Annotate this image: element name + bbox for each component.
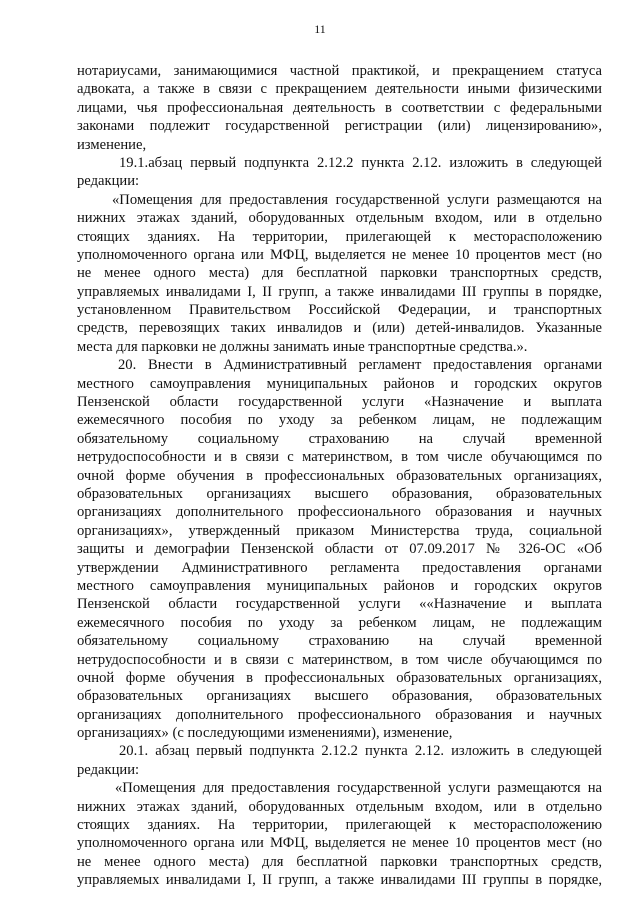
- text-line: «Помещения для предоставления государственной услуги размещаются на: [112, 191, 602, 208]
- text-line: нижних этажах зданий, оборудованных отдельным входом, или в отдельно: [77, 210, 602, 227]
- text-line: местного самоуправления муниципальных районов и городских округов: [77, 375, 602, 392]
- text-line: места для парковки не должны занимать иные транспортные средства.».: [77, 338, 528, 355]
- text-line: обязательному социальному страхованию на случай временной: [77, 430, 602, 447]
- text-line: образовательных организациях высшего образования, образовательных: [77, 688, 602, 705]
- text-line: организациях дополнительного профессионального образования и научных: [77, 706, 602, 723]
- text-line: организациях дополнительного профессионального образования и научных: [77, 504, 602, 521]
- text-line: изменение,: [77, 136, 147, 153]
- page-number: 11: [314, 22, 326, 36]
- text-line: Пензенской области государственной услуги «Назначение и выплата: [77, 394, 602, 411]
- text-line: защиты и демографии Пензенской области от 07.09.2017 № 326-ОС «Об: [77, 541, 602, 558]
- text-line: очной форме обучения в профессиональных образовательных организациях,: [77, 669, 602, 686]
- text-line: обязательному социальному страхованию на случай временной: [77, 633, 602, 650]
- text-line: очной форме обучения в профессиональных образовательных организациях,: [77, 467, 602, 484]
- text-line: утверждении Административного регламента предоставления органами: [77, 559, 602, 576]
- text-line: организациях», утвержденный приказом Министерства труда, социальной: [77, 522, 602, 539]
- text-line: ежемесячного пособия по уходу за ребенком лицам, не подлежащим: [77, 614, 602, 631]
- text-line: организациях» (с последующими изменениями), изменение,: [77, 725, 453, 742]
- text-line: не менее одного места) для бесплатной парковки транспортных средств,: [77, 265, 602, 282]
- text-line: редакции:: [77, 761, 140, 778]
- text-line: ежемесячного пособия по уходу за ребенком лицам, не подлежащим: [77, 412, 602, 429]
- text-line: нотариусами, занимающимися частной практикой, и прекращением статуса: [77, 63, 602, 79]
- text-line: уполномоченного органа или МФЦ, выделяется не менее 10 процентов мест (но: [77, 835, 602, 852]
- text-line: нижних этажах зданий, оборудованных отдельным входом, или в отдельно: [77, 798, 602, 815]
- text-line: нетрудоспособности и в связи с материнством, в том числе обучающимся по: [77, 449, 602, 466]
- text-line: адвоката, а также в связи с прекращением деятельности иными физическими: [77, 81, 602, 98]
- text-line: Пензенской области государственной услуги ««Назначение и выплата: [77, 596, 602, 613]
- text-line: управляемых инвалидами I, II групп, а также инвалидами III группы в порядке,: [77, 872, 602, 889]
- text-line: законами подлежит государственной регистрации (или) лицензированию»,: [77, 118, 602, 135]
- text-line: уполномоченного органа или МФЦ, выделяется не менее 10 процентов мест (но: [77, 246, 602, 263]
- document-body: [77, 62, 602, 890]
- text-line: средств, перевозящих таких инвалидов и (или) детей-инвалидов. Указанные: [77, 320, 602, 337]
- text-line: стоящих зданиях. На территории, прилегающей к месторасположению: [77, 817, 602, 834]
- text-line: 19.1.абзац первый подпункта 2.12.2 пункта 2.12. изложить в следующей: [119, 154, 602, 171]
- text-line: лицами, чья профессиональная деятельность в соответствии с федеральными: [77, 99, 602, 116]
- text-line: 20.1. абзац первый подпункта 2.12.2 пункта 2.12. изложить в следующей: [119, 743, 602, 760]
- text-line: нетрудоспособности и в связи с материнством, в том числе обучающимся по: [77, 651, 602, 668]
- text-line: редакции:: [77, 173, 140, 190]
- text-line: 20. Внести в Административный регламент предоставления органами: [118, 357, 602, 374]
- text-line: установленном Правительством Российской Федерации, и транспортных: [77, 302, 602, 319]
- text-line: стоящих зданиях. На территории, прилегающей к месторасположению: [77, 228, 602, 245]
- text-line: не менее одного места) для бесплатной парковки транспортных средств,: [77, 853, 602, 870]
- text-line: управляемых инвалидами I, II групп, а также инвалидами III группы в порядке,: [77, 283, 602, 300]
- text-line: образовательных организациях высшего образования, образовательных: [77, 485, 602, 502]
- text-line: местного самоуправления муниципальных районов и городских округов: [77, 577, 602, 594]
- text-line: «Помещения для предоставления государственной услуги размещаются на: [115, 780, 602, 797]
